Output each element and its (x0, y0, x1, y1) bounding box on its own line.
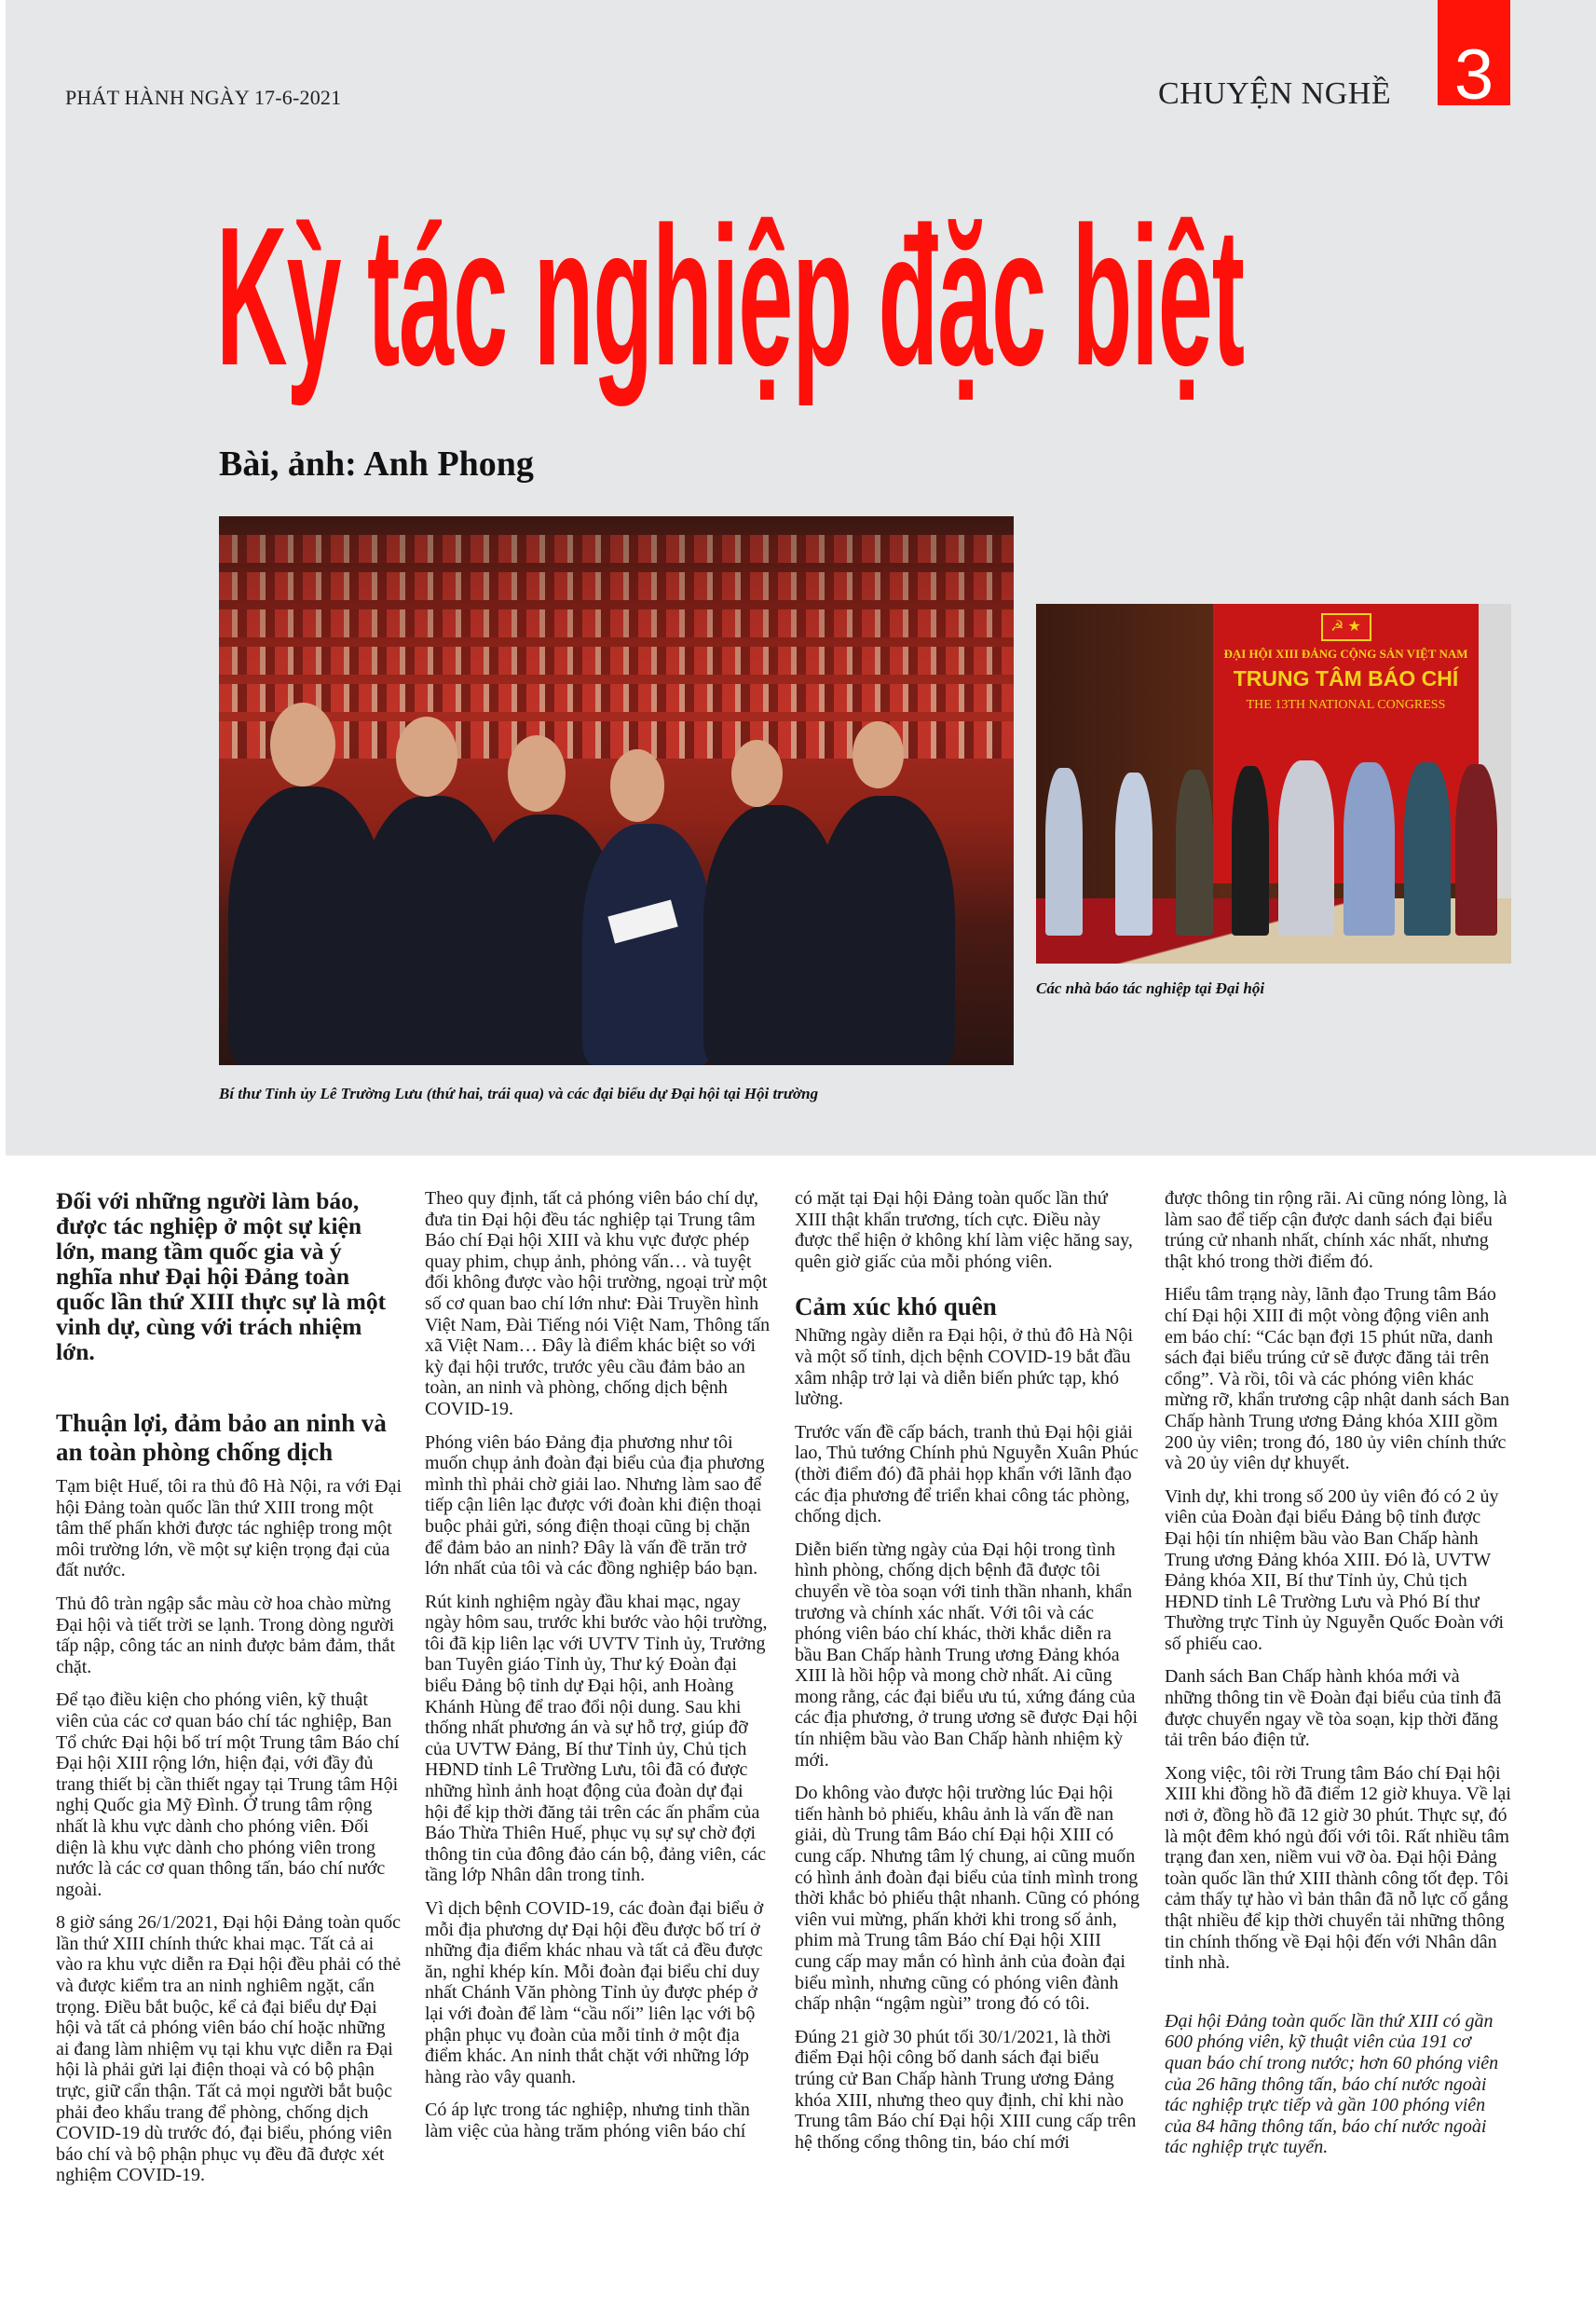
paragraph: Thủ đô tràn ngập sắc màu cờ hoa chào mừng Đại hội và tiết trời se lạnh. Trong dòng người tấp nập, công tác an ninh được bảm đảm, thắt chặt. (56, 1593, 396, 1677)
reporter (1176, 770, 1213, 936)
subheading: Cảm xúc khó quên (795, 1293, 997, 1321)
article-column-3 (795, 1188, 1141, 2165)
reporter (1115, 773, 1153, 936)
delegate-face (508, 735, 566, 812)
delegate (815, 796, 955, 1065)
release-date: PHÁT HÀNH NGÀY 17-6-2021 (65, 86, 342, 109)
party-flag-icon: ☭ ★ (1321, 613, 1371, 641)
seat-row (219, 572, 1014, 600)
article-column-1 (56, 1188, 402, 2198)
seat-row (219, 647, 1014, 675)
page-number-box (1438, 0, 1510, 115)
paragraph: Danh sách Ban Chấp hành khóa mới và những thông tin về Đoàn đại biểu của tỉnh đã được chuyển ngay về tòa soạn, kịp thời đăng tải trên báo điện tử. (1165, 1666, 1502, 1751)
seat-row (219, 684, 1014, 712)
reporter (1344, 762, 1395, 936)
paragraph: Vì dịch bệnh COVID-19, các đoàn đại biểu ở mỗi địa phương dự Đại hội đều được bố trí ở những địa điểm khác nhau và tất cả đều được ăn, nghỉ khép kín. Mỗi đoàn đại biểu chỉ duy nhất Chánh Văn phòng Tỉnh ủy được phép ở lại với đoàn để làm “cầu nối” liên lạc với bộ phận phục vụ đoàn của mỗi tỉnh ở một địa điểm khác. An ninh thắt chặt với những lớp hàng rào vây quanh. (425, 1898, 764, 2087)
article-column-4 (1165, 1188, 1511, 2170)
seat-row (219, 609, 1014, 637)
banner-line: ĐẠI HỘI XIII ĐẢNG CỘNG SẢN VIỆT NAM (1223, 647, 1468, 661)
banner-line: THE 13TH NATIONAL CONGRESS (1246, 698, 1446, 712)
paragraph: được thông tin rộng rãi. Ai cũng nóng lòng, là làm sao để tiếp cận được danh sách đại biểu trúng cử nhanh nhất, chính xác nhất, nhưng thật khó trong thời điểm đó. (1165, 1188, 1507, 1272)
paragraph: có mặt tại Đại hội Đảng toàn quốc lần thứ XIII thật khẩn trương, tích cực. Điều này được thể hiện ở không khí làm việc hăng say, quên giờ giấc của mỗi phóng viên. (795, 1188, 1133, 1272)
paragraph: Đúng 21 giờ 30 phút tối 30/1/2021, là thời điểm Đại hội công bố danh sách đại biểu trúng cử Ban Chấp hành Trung ương Đảng khóa XIII, nhưng theo quy định, chỉ khi nào Trung tâm Báo chí Đại hội XIII cung cấp trên hệ thống cổng thông tin, báo chí mới (795, 2026, 1137, 2153)
paragraph: Diễn biến từng ngày của Đại hội trong tình hình phòng, chống dịch bệnh đã được tôi chuyển về tòa soạn với tinh thần nhanh, khẩn trương và chính xác nhất. Với tôi và các phóng viên báo chí khác, thời khắc diễn ra bầu Ban Chấp hành Trung ương Đảng khóa XIII là hồi hộp và mong chờ nhất. Ai cũng mong rằng, các đại biểu ưu tú, xứng đáng của các địa phương, ở trung ương sẽ được Đại hội tín nhiệm bầu vào Ban Chấp hành nhiệm kỳ mới. (795, 1539, 1139, 1771)
paragraph: Có áp lực trong tác nghiệp, nhưng tinh thần làm việc của hàng trăm phóng viên báo chí (425, 2100, 750, 2141)
delegate-face (396, 717, 457, 797)
paragraph: Tạm biệt Huế, tôi ra thủ đô Hà Nội, ra với Đại hội Đảng toàn quốc lần thứ XIII trong một tâm thế phấn khởi được tác nghiệp trong một môi trường lớn, về một sự kiện trọng đại của đất nước. (56, 1476, 402, 1581)
side-photo-reporters (1036, 604, 1511, 964)
reporter (1232, 766, 1269, 936)
headline-wrap (216, 185, 1596, 406)
paragraph: Vinh dự, khi trong số 200 ủy viên đó có 2 ủy viên của Đoàn đại biểu Đảng bộ tỉnh được Đại hội tín nhiệm bầu vào Ban Chấp hành Trung ương Đảng khóa XIII. Đó là, UVTW Đảng khóa XII, Bí thư Tỉnh ủy, Chủ tịch HĐND tỉnh Lê Trường Lưu và Phó Bí thư Thường trực Tỉnh ủy Nguyễn Quốc Đoàn với số phiếu cao. (1165, 1485, 1505, 1654)
reporter (1404, 762, 1451, 936)
paragraph: Để tạo điều kiện cho phóng viên, kỹ thuật viên của các cơ quan báo chí tác nghiệp, Ban Tổ chức Đại hội bố trí một Trung tâm Báo chí Đại hội XIII rộng lớn, hiện đại, với đầy đủ trang thiết bị cần thiết ngay tại Trung tâm Hội nghị Quốc gia Mỹ Đình. Ở trung tâm rộng nhất là khu vực dành cho phóng viên. Đối diện là khu vực dành cho phóng viên trong nước là các cơ quan thông tấn, báo chí nước ngoài. (56, 1690, 400, 1900)
delegate-face (270, 703, 335, 787)
paragraph: Do không vào được hội trường lúc Đại hội tiến hành bỏ phiếu, khâu ảnh là vấn đề nan giải, dù Trung tâm Báo chí Đại hội XIII có cung cấp. Nhưng tâm lý chung, ai cũng muốn có hình ảnh đoàn đại biểu của tỉnh mình trong thời khắc bỏ phiếu thật nhanh. Cũng có phóng viên vui mừng, phấn khởi khi trong số ảnh, phim mà Trung tâm Báo chí Đại hội XIII cung cấp may mắn có hình ảnh của đoàn đại biểu mình, nhưng cũng có phóng viên đành chấp nhận “ngậm ngùi” trong đó có tôi. (795, 1783, 1139, 2015)
delegate-face (731, 740, 783, 807)
side-photo-caption: Các nhà báo tác nghiệp tại Đại hội (1036, 979, 1265, 997)
delegate-face (853, 721, 904, 788)
subheading: Thuận lợi, đảm bảo an ninh và an toàn phòng chống dịch (56, 1409, 387, 1466)
paragraph: Phóng viên báo Đảng địa phương như tôi muốn chụp ảnh đoàn đại biểu của địa phương mình thì phải chờ giải lao. Nhưng làm sao để tiếp cận liên lạc được với đoàn khi điện thoại buộc phải gửi, sóng điện thoại cũng bị chặn để đảm bảo an ninh? Đây là vấn đề trăn trở lớn nhất của tôi và các đồng nghiệp báo bạn. (425, 1431, 765, 1580)
reporter (1455, 764, 1497, 936)
reporter (1045, 768, 1083, 936)
byline: Bài, ảnh: Anh Phong (219, 445, 534, 484)
article-lede: Đối với những người làm báo, được tác nghiệp ở một sự kiện lớn, mang tầm quốc gia và ý nghĩa như Đại hội Đảng toàn quốc lần thứ XIII thực sự là một vinh dự, cùng với trách nhiệm lớn. (56, 1187, 387, 1365)
page-number: 3 (1453, 35, 1494, 115)
paragraph: Những ngày diễn ra Đại hội, ở thủ đô Hà Nội và một số tỉnh, dịch bệnh COVID-19 bắt đầu xâm nhập trở lại và diễn biến phức tạp, khó lường. (795, 1325, 1134, 1410)
paragraph: Trước vấn đề cấp bách, tranh thủ Đại hội giải lao, Thủ tướng Chính phủ Nguyễn Xuân Phúc (thời điểm đó) đã phải họp khẩn với lãnh đạo các địa phương để triển khai công tác phòng, chống dịch. (795, 1421, 1139, 1527)
banner-line: TRUNG TÂM BÁO CHÍ (1233, 666, 1459, 691)
seat-row (219, 535, 1014, 563)
statistics-note: Đại hội Đảng toàn quốc lần thứ XIII có gần 600 phóng viên, kỹ thuật viên của 191 cơ quan báo chí trong nước; hơn 60 phóng viên của 26 hãng thông tấn, báo chí nước ngoài tác nghiệp trực tiếp và gần 100 phóng viên của 84 hãng thông tấn, báo chí nước ngoài tác nghiệp trực tuyến. (1165, 2010, 1499, 2158)
reporter (1278, 760, 1334, 936)
delegate (582, 824, 713, 1065)
paragraph: 8 giờ sáng 26/1/2021, Đại hội Đảng toàn quốc lần thứ XIII chính thức khai mạc. Tất cả ai vào ra khu vực diễn ra Đại hội đều phải có thẻ và được kiểm tra an ninh nghiêm ngặt, cẩn trọng. Điều bắt buộc, kể cả đại biểu dự Đại hội và tất cả phóng viên báo chí hoặc những ai đang làm nhiệm vụ tại khu vực diễn ra Đại hội là phải gửi lại điện thoại và có bộ phận trực, giữ cẩn thận. Tất cả mọi người bắt buộc phải đeo khẩu trang để phòng, chống dịch COVID-19 dù trước đó, đại biểu, phóng viên báo chí và bộ phận phục vụ đều đã được xét nghiệm COVID-19. (56, 1912, 402, 2186)
paragraph: Theo quy định, tất cả phóng viên báo chí dự, đưa tin Đại hội đều tác nghiệp tại Trung tâm Báo chí Đại hội XIII và khu vực được phép quay phim, chụp ảnh, phỏng vấn… và tuyệt đối không được vào hội trường, ngoại trừ một số cơ quan bao chí lớn như: Đài Truyền hình Việt Nam, Đài Tiếng nói Việt Nam, Thông tấn xã Việt Nam… Đây là điểm khác biệt so với kỳ đại hội trước, trước yêu cầu đảm bảo an toàn, an ninh và phòng, chống dịch bệnh COVID-19. (425, 1188, 771, 1419)
delegate-face (610, 749, 664, 822)
paragraph: Xong việc, tôi rời Trung tâm Báo chí Đại hội XIII khi đồng hồ đã điểm 12 giờ khuya. Về lại nơi ở, đồng hồ đã 12 giờ 30 phút. Thực sự, đó là một đêm khó ngủ đối với tôi. Rất nhiều tâm trạng đan xen, niềm vui vỡ òa. Đại hội Đảng toàn quốc lần thứ XIII thành công tốt đẹp. Tôi cảm thấy tự hào vì bản thân đã nỗ lực cố gắng thật nhiều để kịp thời chuyển tải những thông tin chính thống về Đại hội đến với Nhân dân tỉnh nhà. (1165, 1762, 1511, 1974)
article-column-2 (425, 1188, 771, 2155)
section-name: CHUYỆN NGHỀ (1158, 76, 1392, 111)
headline: Kỳ tác nghiệp đặc biệt (216, 185, 1245, 406)
paragraph: Rút kinh nghiệm ngày đầu khai mạc, ngay ngày hôm sau, trước khi bước vào hội trường, tôi đã kịp liên lạc với UVTV Tỉnh ủy, Trưởng ban Tuyên giáo Tỉnh ủy, Thư ký Đoàn đại biểu Đảng bộ tỉnh dự Đại hội, anh Hoàng Khánh Hùng để trao đổi nội dung. Sau khi thống nhất phương án và sự hỗ trợ, giúp đỡ của UVTW Đảng, Bí thư Tỉnh ủy, Chủ tịch HĐND tỉnh Lê Trường Lưu, tôi đã có được những hình ảnh hoạt động của đoàn dự đại hội để kịp thời đăng tải trên các ấn phẩm của Báo Thừa Thiên Huế, phục vụ sự sự chờ đợi thông tin của đông đảo cán bộ, đảng viên, các tầng lớp Nhân dân trong tỉnh. (425, 1591, 768, 1886)
paragraph: Hiểu tâm trạng này, lãnh đạo Trung tâm Báo chí Đại hội XIII đi một vòng động viên anh em báo chí: “Các bạn đợi 15 phút nữa, danh sách đại biểu trúng cử sẽ được đăng tải trên cổng”. Và rồi, tôi và các phóng viên khác mừng rỡ, khẩn trương cập nhật danh sách Ban Chấp hành Trung ương Đảng khóa XIII gồm 200 ủy viên; trong đó, 180 ủy viên chính thức và 20 ủy viên dự khuyết. (1165, 1284, 1509, 1474)
main-photo-delegates (219, 516, 1014, 1065)
main-photo-caption: Bí thư Tỉnh ủy Lê Trường Lưu (thứ hai, trái qua) và các đại biểu dự Đại hội tại Hội trường (219, 1085, 819, 1102)
